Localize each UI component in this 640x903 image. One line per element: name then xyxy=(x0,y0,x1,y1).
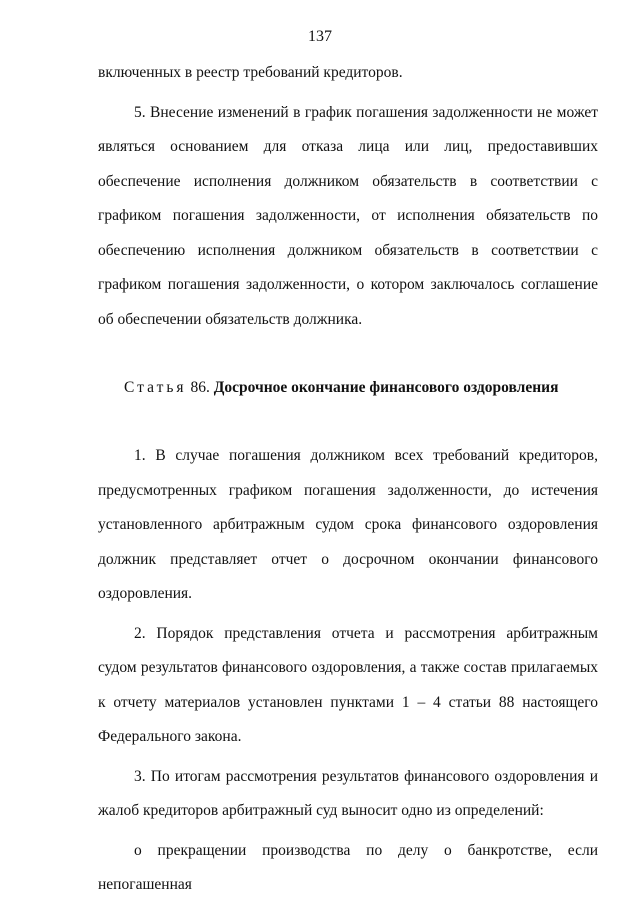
paragraph-item-2: 2. Порядок представления отчета и рассмотрения арбитражным судом результатов финансового оздоровления, а также состав прилагаемых к отчету материалов установлен пунктами 1 – 4 статьи 88 настоящего Федерального закона. xyxy=(98,624,598,745)
article-title: Досрочное окончание финансового оздоровления xyxy=(213,379,559,396)
article-number: 86. xyxy=(190,379,210,396)
paragraph-item-3: 3. По итогам рассмотрения результатов финансового оздоровления и жалоб кредиторов арбитражный суд выносит одно из определений: xyxy=(98,767,598,819)
article-prefix: Статья xyxy=(124,379,187,396)
page-number: 137 xyxy=(308,28,332,45)
article-heading xyxy=(98,371,598,405)
document-body xyxy=(98,56,598,903)
paragraph-continuation: включенных в реестр требований кредиторов. xyxy=(98,64,403,81)
paragraph-item-5: 5. Внесение изменений в график погашения задолженности не может являться основанием для отказа лица или лиц, предоставивших обеспечение исполнения должником обязательств в соответствии с графиком погашения задолженности, от исполнения обязательств по обеспечению исполнения должником обязательств в соответствии с графиком погашения задолженности, о котором заключалось соглашение об обеспечении обязательств должника. xyxy=(98,103,598,328)
paragraph-subitem: о прекращении производства по делу о банкротстве, если непогашенная xyxy=(98,841,598,893)
paragraph-item-1: 1. В случае погашения должником всех требований кредиторов, предусмотренных графиком погашения задолженности, до истечения установленного арбитражным судом срока финансового оздоровления должник представляет отчет о досрочном окончании финансового оздоровления. xyxy=(98,447,598,602)
